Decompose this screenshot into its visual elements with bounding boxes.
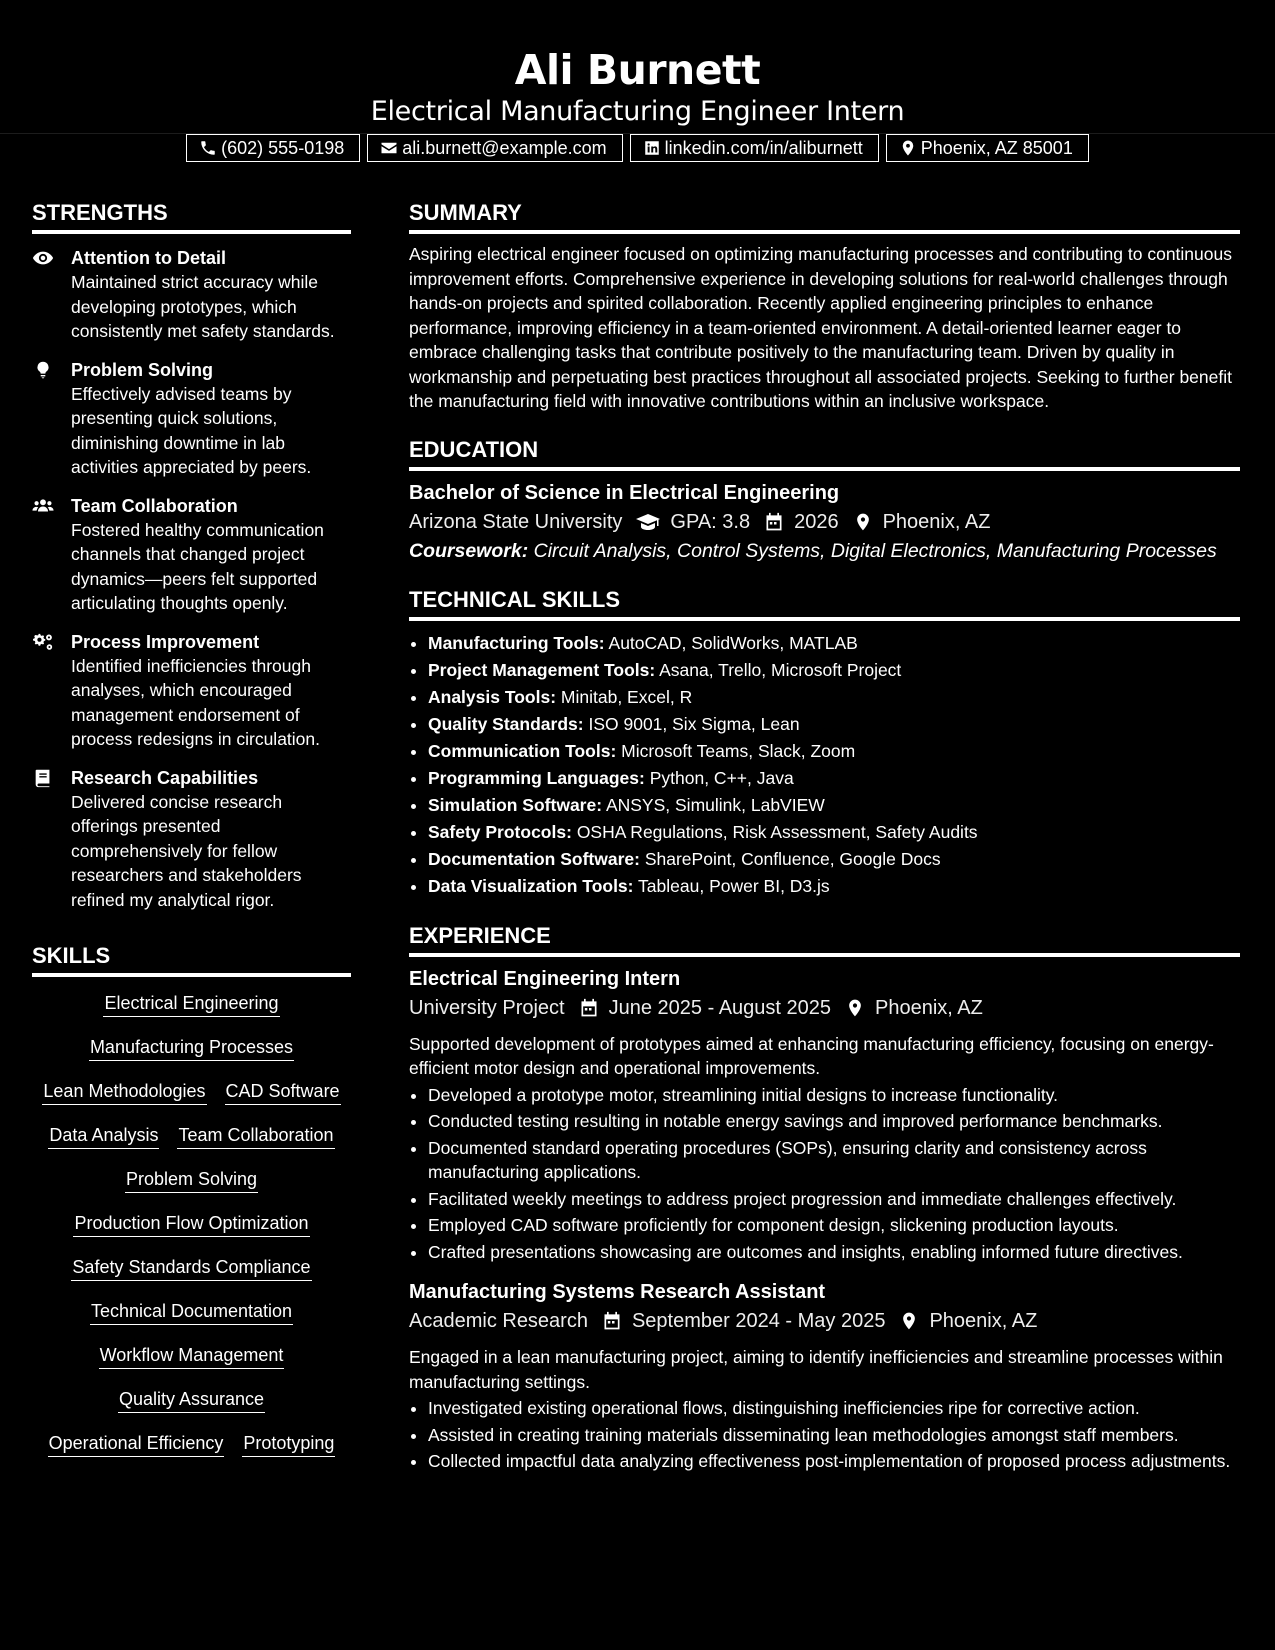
job-bullets: [409, 1083, 1240, 1265]
list-item: [428, 657, 1240, 684]
contact-location[interactable]: [886, 134, 1089, 162]
school-name: Arizona State University: [409, 510, 623, 533]
edu-location-item: [853, 507, 991, 537]
coursework: [409, 539, 1240, 564]
eye-icon: [32, 248, 54, 268]
skills-section: [32, 939, 351, 1457]
list-item: [428, 846, 1240, 873]
skill-tag: Workflow Management: [99, 1343, 285, 1369]
job-location-item: [899, 1306, 1037, 1336]
list-item: • Documented standard operating procedures (SOPs), ensuring clarity and consistency across manufacturing applications.: [428, 1136, 1240, 1185]
users-icon: [32, 496, 54, 516]
strength-item: [32, 246, 351, 344]
contact-phone[interactable]: [186, 134, 360, 162]
strength-item: [32, 766, 351, 913]
list-item: [428, 792, 1240, 819]
edu-location-text: Phoenix, AZ: [882, 510, 991, 533]
list-item: [428, 765, 1240, 792]
job-meta: [409, 993, 1240, 1023]
skill-label: Quality Standards:: [428, 713, 584, 734]
job-title: Electrical Engineering Intern: [409, 967, 681, 990]
list-item: [428, 711, 1240, 738]
job-bullets: [409, 1396, 1240, 1474]
job-org: University Project: [409, 996, 565, 1019]
strength-item: [32, 494, 351, 616]
strength-title: Problem Solving: [71, 359, 214, 380]
skill-label: Documentation Software:: [428, 848, 640, 869]
contact-location-text: Phoenix, AZ 85001: [920, 137, 1073, 158]
job-description: Supported development of prototypes aimed at enhancing manufacturing efficiency, focusing on energy-efficient motor design and operational improvements.: [409, 1033, 1214, 1078]
strength-desc: Fostered healthy communication channels that changed project dynamics—peers felt supported articulating thoughts openly.: [71, 519, 324, 613]
skill-label: Simulation Software:: [428, 794, 603, 815]
contact-bar: [0, 134, 1275, 162]
job-title: Manufacturing Systems Research Assistant: [409, 1281, 826, 1303]
strength-title: Team Collaboration: [71, 495, 238, 516]
gpa-item: [636, 507, 750, 537]
list-item: [428, 738, 1240, 765]
skill-tag: Electrical Engineering: [103, 991, 279, 1017]
list-item: • Investigated existing operational flows, distinguishing inefficiencies ripe for corrective action.: [428, 1396, 1240, 1421]
strength-title: Process Improvement: [71, 631, 260, 652]
job-dates: June 2025 - August 2025: [608, 996, 832, 1019]
job-location-item: [845, 993, 983, 1023]
technical-skills-heading: TECHNICAL SKILLS: [409, 583, 1240, 621]
gpa-text: GPA: 3.8: [670, 510, 751, 533]
education-heading: EDUCATION: [409, 433, 1240, 471]
list-item: • Facilitated weekly meetings to address project progression and immediate challenges effectively.: [428, 1187, 1240, 1212]
list-item: [428, 684, 1240, 711]
strength-title: Attention to Detail: [71, 248, 226, 268]
list-item: • Collected impactful data analyzing effectiveness post-implementation of proposed process adjustments.: [428, 1449, 1240, 1474]
job-dates-item: [579, 993, 831, 1023]
list-item: • Employed CAD software proficiently for component design, slickening production layouts.: [428, 1213, 1240, 1238]
skill-label: Programming Languages:: [428, 767, 645, 788]
strength-title: Research Capabilities: [71, 767, 259, 788]
technical-skills-list: [409, 630, 1240, 900]
skill-tag: Problem Solving: [125, 1167, 258, 1193]
job-org: Academic Research: [409, 1310, 588, 1332]
skill-tag: CAD Software: [225, 1079, 341, 1105]
skill-value: Tableau, Power BI, D3.js: [638, 875, 830, 896]
calendar-icon: [579, 998, 599, 1018]
experience-section: [409, 919, 1240, 1474]
job-meta: [409, 1306, 1240, 1336]
envelope-icon: [380, 139, 398, 157]
job-entry: [409, 1278, 1240, 1474]
book-icon: [32, 768, 54, 788]
right-column: [409, 196, 1240, 1474]
coursework-list: Circuit Analysis, Control Systems, Digital Electronics, Manufacturing Processes: [533, 539, 1217, 562]
contact-email[interactable]: [367, 134, 622, 162]
skill-value: ANSYS, Simulink, LabVIEW: [605, 794, 825, 815]
job-description: Engaged in a lean manufacturing project, aiming to identify inefficiencies and streamline processes within manufacturing settings.: [409, 1347, 1223, 1392]
coursework-label: Coursework:: [409, 539, 529, 562]
skill-value: AutoCAD, SolidWorks, MATLAB: [608, 632, 858, 653]
list-item: • Conducted testing resulting in notable energy savings and improved performance benchmarks.: [428, 1109, 1240, 1134]
contact-phone-text: (602) 555-0198: [221, 137, 345, 158]
degree-title: Bachelor of Science in Electrical Engineering: [409, 481, 840, 504]
skill-label: Manufacturing Tools:: [428, 632, 605, 653]
skill-value: Microsoft Teams, Slack, Zoom: [621, 740, 856, 761]
calendar-icon: [602, 1311, 622, 1331]
skill-tag: Operational Efficiency: [48, 1431, 225, 1457]
linkedin-icon: [643, 139, 661, 157]
education-meta: [409, 507, 1240, 537]
skill-label: Project Management Tools:: [428, 659, 656, 680]
contact-email-text: ali.burnett@example.com: [402, 137, 607, 158]
year-text: 2026: [794, 510, 839, 533]
calendar-icon: [764, 512, 784, 532]
skill-tag: Lean Methodologies: [42, 1079, 206, 1105]
experience-heading: EXPERIENCE: [409, 919, 1240, 957]
strength-desc: Maintained strict accuracy while developing prototypes, which consistently met safety standards.: [71, 272, 335, 341]
skills-heading: SKILLS: [32, 939, 351, 977]
job-dates-item: [602, 1306, 886, 1336]
map-pin-icon: [899, 1311, 919, 1331]
list-item: • Developed a prototype motor, streamlining initial designs to increase functionality.: [428, 1083, 1240, 1108]
job-location: Phoenix, AZ: [875, 996, 983, 1019]
summary-text: Aspiring electrical engineer focused on optimizing manufacturing processes and contributing to continuous improvement efforts. Comprehensive experience in developing solutions for real-world challenges through hands-on projects and spirited collaboration. Recently applied engineering principles to enhance performance, improving efficiency in a team-oriented environment. A detail-oriented learner eager to embrace challenging tasks that contribute positively to the manufacturing team. Driven by quality in workmanship and perpetuating best practices throughout all associated projects. Seeking to further benefit the manufacturing field with innovative contributions within an inclusive workspace.: [409, 244, 1232, 411]
map-pin-icon: [845, 998, 865, 1018]
strengths-list: [32, 246, 351, 912]
skill-label: Safety Protocols:: [428, 821, 572, 842]
list-item: [428, 873, 1240, 900]
technical-skills-section: [409, 583, 1240, 900]
skill-value: Minitab, Excel, R: [560, 686, 693, 707]
job-dates: September 2024 - May 2025: [631, 1310, 886, 1332]
year-item: [764, 507, 839, 537]
skill-value: SharePoint, Confluence, Google Docs: [644, 848, 941, 869]
list-item: [428, 819, 1240, 846]
job-location: Phoenix, AZ: [929, 1310, 1038, 1332]
skill-label: Communication Tools:: [428, 740, 617, 761]
strength-desc: Identified inefficiencies through analyses, which encouraged management endorsement of process redesigns in circulation.: [71, 655, 321, 749]
strength-item: [32, 630, 351, 752]
skill-tag: Production Flow Optimization: [73, 1211, 309, 1237]
skill-label: Data Visualization Tools:: [428, 875, 634, 896]
list-item: [428, 630, 1240, 657]
gears-icon: [32, 632, 54, 652]
skills-tags: [32, 977, 351, 1457]
summary-heading: SUMMARY: [409, 196, 1240, 234]
skill-tag: Quality Assurance: [118, 1387, 265, 1413]
map-pin-icon: [899, 139, 917, 157]
contact-linkedin-text: linkedin.com/in/aliburnett: [664, 137, 863, 158]
education-section: [409, 433, 1240, 564]
candidate-title: Electrical Manufacturing Engineer Intern: [370, 96, 905, 127]
lightbulb-icon: [32, 360, 54, 380]
skill-value: OSHA Regulations, Risk Assessment, Safety Audits: [576, 821, 978, 842]
graduation-cap-icon: [636, 512, 660, 532]
strength-desc: Delivered concise research offerings presented comprehensively for fellow researchers and stakeholders refined my analytical rigor.: [71, 791, 302, 910]
skill-value: ISO 9001, Six Sigma, Lean: [588, 713, 800, 734]
list-item: • Crafted presentations showcasing are outcomes and insights, enabling informed future directives.: [428, 1240, 1240, 1265]
contact-linkedin[interactable]: [630, 134, 879, 162]
list-item: • Assisted in creating training materials disseminating lean methodologies amongst staff members.: [428, 1423, 1240, 1448]
candidate-name: Ali Burnett: [514, 46, 761, 94]
strength-desc: Effectively advised teams by presenting quick solutions, diminishing downtime in lab activities appreciated by peers.: [71, 383, 312, 477]
skill-tag: Data Analysis: [48, 1123, 159, 1149]
skill-value: Asana, Trello, Microsoft Project: [659, 659, 902, 680]
skill-tag: Manufacturing Processes: [89, 1035, 294, 1061]
map-pin-icon: [853, 512, 873, 532]
skill-value: Python, C++, Java: [649, 767, 794, 788]
strength-item: [32, 358, 351, 480]
skill-tag: Technical Documentation: [90, 1299, 293, 1325]
phone-icon: [199, 139, 217, 157]
resume-header: [0, 0, 1275, 158]
skill-tag: Safety Standards Compliance: [71, 1255, 311, 1281]
skill-label: Analysis Tools:: [428, 686, 557, 707]
skill-tag: Prototyping: [242, 1431, 335, 1457]
strengths-heading: STRENGTHS: [32, 196, 351, 234]
left-column: [32, 196, 351, 1457]
job-entry: [409, 965, 1240, 1265]
skill-tag: Team Collaboration: [177, 1123, 334, 1149]
